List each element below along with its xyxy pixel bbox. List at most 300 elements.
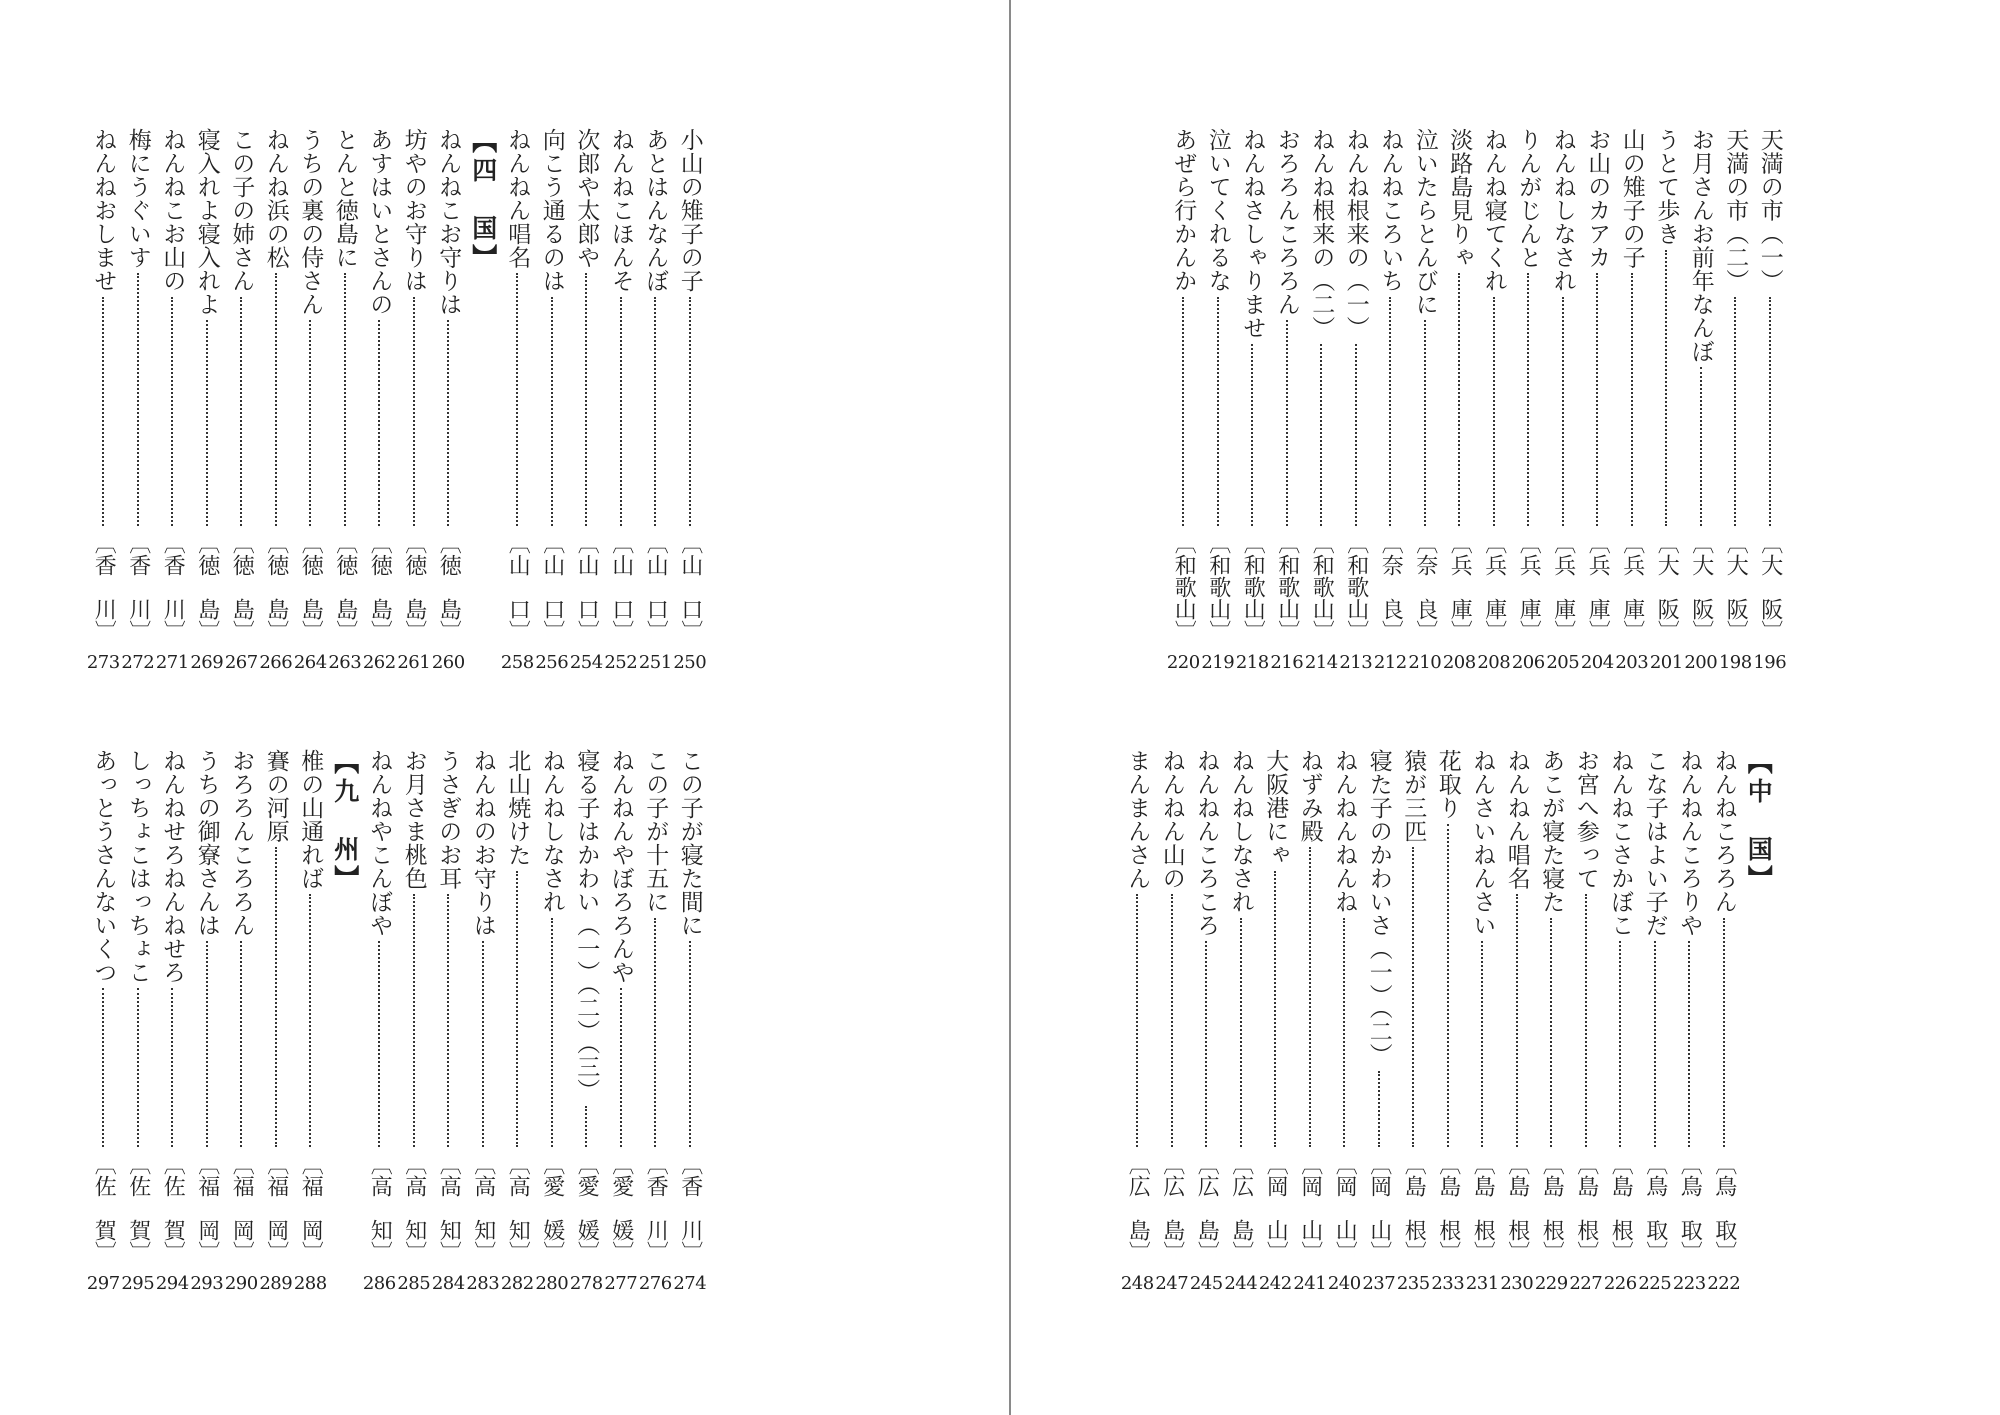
prefecture-label: 〔福 岡〕 <box>298 1153 324 1263</box>
prefecture-label: 〔兵 庫〕 <box>1550 532 1576 642</box>
region-heading: 【中 国】 <box>1744 749 1774 894</box>
toc-entry[interactable] <box>121 749 156 1309</box>
song-title: ねんねおしませ <box>90 128 117 293</box>
song-title: 泣いてくれるな <box>1204 128 1231 293</box>
toc-entry[interactable] <box>293 128 328 688</box>
dot-leader <box>102 297 104 527</box>
prefecture-label: 〔兵 庫〕 <box>1516 532 1542 642</box>
dot-leader <box>1631 273 1633 526</box>
toc-entry[interactable] <box>1155 749 1190 1309</box>
dot-leader <box>171 988 173 1147</box>
page-number: 233 <box>1431 1273 1465 1294</box>
prefecture-label: 〔大 阪〕 <box>1688 532 1714 642</box>
prefecture-label: 〔香 川〕 <box>160 532 186 642</box>
song-title: こな子はよい子だ <box>1641 749 1668 937</box>
song-title: とんと徳島に <box>331 128 358 269</box>
toc-entry[interactable] <box>1270 128 1305 688</box>
dot-leader <box>551 297 553 527</box>
dot-leader <box>1562 297 1564 527</box>
song-title: ねんねころいち <box>1377 128 1404 293</box>
song-title: 北山焼けた <box>504 749 531 867</box>
song-title: ねんさいねんさい <box>1469 749 1496 937</box>
dot-leader <box>171 297 173 527</box>
song-title: ねんねころろん <box>1710 749 1737 914</box>
prefecture-label: 〔和歌山〕 <box>1343 532 1369 642</box>
toc-entry-column <box>224 749 259 1263</box>
prefecture-label: 〔広 島〕 <box>1228 1153 1254 1263</box>
toc-entry-column <box>259 749 294 1263</box>
page-number: 214 <box>1304 652 1338 673</box>
toc-entry-column <box>1465 749 1500 1263</box>
song-title: ねんねしなされ <box>1227 749 1254 914</box>
toc-entry[interactable] <box>1684 128 1719 688</box>
toc-entry-column <box>1408 128 1443 642</box>
dot-leader <box>275 847 277 1147</box>
toc-entry[interactable] <box>1511 128 1546 688</box>
dot-leader <box>137 988 139 1147</box>
prefecture-label: 〔佐 賀〕 <box>91 1153 117 1263</box>
dot-leader <box>378 941 380 1147</box>
toc-entry[interactable] <box>569 749 604 1309</box>
dot-leader <box>1205 941 1207 1147</box>
toc-entry[interactable] <box>1235 128 1270 688</box>
dot-leader <box>516 273 518 526</box>
page-number: 251 <box>638 652 672 673</box>
toc-entry-column <box>1270 128 1305 642</box>
dot-leader <box>1458 273 1460 526</box>
song-title: りんがじんと <box>1515 128 1542 269</box>
page-number: 208 <box>1477 652 1511 673</box>
song-title: ねんねさしゃりませ <box>1239 128 1266 340</box>
song-title: ねんね根来の（一） <box>1342 128 1369 340</box>
toc-entry[interactable] <box>638 128 673 688</box>
prefecture-label: 〔山 口〕 <box>539 532 565 642</box>
toc-entry-column <box>1603 749 1638 1263</box>
dot-leader <box>654 918 656 1148</box>
page-number: 210 <box>1408 652 1442 673</box>
page-number: 245 <box>1189 1273 1223 1294</box>
dot-leader <box>1769 297 1771 527</box>
song-title: うちの御寮さんは <box>193 749 220 937</box>
toc-entry-column <box>293 749 328 1263</box>
toc-entry[interactable] <box>1718 128 1753 688</box>
page-number: 267 <box>224 652 258 673</box>
page-number: 223 <box>1672 1273 1706 1294</box>
dot-leader <box>447 894 449 1147</box>
toc-entry[interactable] <box>638 749 673 1309</box>
toc-entry[interactable] <box>1224 749 1259 1309</box>
toc-entry[interactable] <box>1431 749 1466 1309</box>
song-title: 梅にうぐいす <box>124 128 151 269</box>
page-number: 226 <box>1603 1273 1637 1294</box>
prefecture-label: 〔高 知〕 <box>367 1153 393 1263</box>
page-number: 222 <box>1707 1273 1741 1294</box>
prefecture-label: 〔和歌山〕 <box>1171 532 1197 642</box>
page-number: 218 <box>1235 652 1269 673</box>
page-number: 201 <box>1649 652 1683 673</box>
toc-entry-column <box>1304 128 1339 642</box>
song-title: ねずみ殿 <box>1296 749 1323 843</box>
song-title: まんまんさん <box>1124 749 1151 890</box>
prefecture-label: 〔徳 島〕 <box>332 532 358 642</box>
song-title: しっちょこはっちょこ <box>124 749 151 984</box>
toc-entry-column <box>1155 749 1190 1263</box>
song-title: ねんねんねんね <box>1331 749 1358 914</box>
toc-entry-column <box>1362 749 1397 1263</box>
prefecture-label: 〔広 島〕 <box>1125 1153 1151 1263</box>
page-number: 283 <box>466 1273 500 1294</box>
page-number: 277 <box>604 1273 638 1294</box>
toc-entry[interactable] <box>1753 128 1788 688</box>
dot-leader <box>1688 941 1690 1147</box>
page-number: 269 <box>190 652 224 673</box>
page-number: 271 <box>155 652 189 673</box>
prefecture-label: 〔高 知〕 <box>470 1153 496 1263</box>
prefecture-label: 〔奈 良〕 <box>1412 532 1438 642</box>
page-number: 273 <box>86 652 120 673</box>
toc-entry-column <box>121 749 156 1263</box>
dot-leader <box>344 273 346 526</box>
song-title: お月さんお前年なんぼ <box>1687 128 1714 363</box>
dot-leader <box>1286 320 1288 526</box>
toc-entry[interactable] <box>293 749 328 1309</box>
song-title: この子が十五に <box>642 749 669 914</box>
prefecture-label: 〔島 根〕 <box>1470 1153 1496 1263</box>
toc-entry-column <box>1546 128 1581 642</box>
toc-entry[interactable] <box>1166 128 1201 688</box>
toc-entry[interactable] <box>1615 128 1650 688</box>
page-number: 235 <box>1396 1273 1430 1294</box>
toc-entry[interactable] <box>604 749 639 1309</box>
toc-entry[interactable] <box>1327 749 1362 1309</box>
dot-leader <box>1447 824 1449 1148</box>
dot-leader <box>309 894 311 1147</box>
dot-leader <box>1723 918 1725 1148</box>
toc-entry-column <box>1339 128 1374 642</box>
dot-leader <box>585 273 587 526</box>
toc-entry[interactable] <box>500 749 535 1309</box>
song-title: お山のカアカ <box>1584 128 1611 269</box>
page-number: 282 <box>500 1273 534 1294</box>
toc-entry-column <box>1569 749 1604 1263</box>
toc-entry[interactable] <box>1442 128 1477 688</box>
dot-leader <box>1596 273 1598 526</box>
toc-entry[interactable] <box>224 128 259 688</box>
right-page-bottom-block <box>1120 749 1776 1309</box>
dot-leader <box>413 894 415 1147</box>
toc-entry[interactable] <box>1707 749 1742 1309</box>
toc-entry[interactable] <box>535 128 570 688</box>
song-title: ねんね根来の（二） <box>1308 128 1335 340</box>
toc-entry-column <box>1684 128 1719 642</box>
toc-entry[interactable] <box>1603 749 1638 1309</box>
toc-entry[interactable] <box>1465 749 1500 1309</box>
toc-entry[interactable] <box>673 128 708 688</box>
prefecture-label: 〔岡 山〕 <box>1366 1153 1392 1263</box>
song-title: うちの裏の侍さん <box>297 128 324 316</box>
page-number: 227 <box>1569 1273 1603 1294</box>
dot-leader <box>1251 344 1253 527</box>
toc-entry[interactable] <box>328 128 363 688</box>
dot-leader <box>1665 250 1667 527</box>
page-number: 225 <box>1638 1273 1672 1294</box>
song-title: 坊やのお守りは <box>400 128 427 293</box>
page-number: 208 <box>1442 652 1476 673</box>
toc-entry-column <box>1649 128 1684 642</box>
toc-entry[interactable] <box>1649 128 1684 688</box>
prefecture-label: 〔香 川〕 <box>91 532 117 642</box>
dot-leader <box>1240 918 1242 1148</box>
toc-entry-column <box>431 128 466 642</box>
toc-entry[interactable] <box>1201 128 1236 688</box>
dot-leader <box>1734 297 1736 527</box>
toc-entry-column <box>500 749 535 1263</box>
toc-entry-column <box>500 128 535 642</box>
prefecture-label: 〔香 川〕 <box>125 532 151 642</box>
toc-entry[interactable] <box>121 128 156 688</box>
prefecture-label: 〔徳 島〕 <box>229 532 255 642</box>
prefecture-label: 〔高 知〕 <box>505 1153 531 1263</box>
region-section-header <box>328 749 363 1309</box>
toc-entry[interactable] <box>535 749 570 1309</box>
toc-entry[interactable] <box>155 128 190 688</box>
song-title: 猿が三匹 <box>1400 749 1427 843</box>
prefecture-label: 〔兵 庫〕 <box>1619 532 1645 642</box>
toc-entry[interactable] <box>1672 749 1707 1309</box>
toc-entry[interactable] <box>1189 749 1224 1309</box>
page-number: 220 <box>1166 652 1200 673</box>
toc-entry[interactable] <box>673 749 708 1309</box>
page-number: 196 <box>1753 652 1787 673</box>
prefecture-label: 〔広 島〕 <box>1159 1153 1185 1263</box>
toc-entry-column <box>1293 749 1328 1263</box>
dot-leader <box>1550 918 1552 1148</box>
region-heading: 【四 国】 <box>468 128 498 273</box>
toc-entry[interactable] <box>155 749 190 1309</box>
region-heading: 【九 州】 <box>330 749 360 894</box>
page-number: 254 <box>569 652 603 673</box>
toc-entry[interactable] <box>466 749 501 1309</box>
toc-entry[interactable] <box>1339 128 1374 688</box>
prefecture-label: 〔山 口〕 <box>574 532 600 642</box>
toc-entry[interactable] <box>397 749 432 1309</box>
page-number: 293 <box>190 1273 224 1294</box>
dot-leader <box>1309 847 1311 1147</box>
prefecture-label: 〔兵 庫〕 <box>1481 532 1507 642</box>
dot-leader <box>102 988 104 1147</box>
toc-entry-column <box>362 749 397 1263</box>
toc-entry-column <box>1511 128 1546 642</box>
page-number: 280 <box>535 1273 569 1294</box>
song-title: この子の姉さん <box>228 128 255 293</box>
toc-entry-column <box>1707 749 1742 1263</box>
toc-entry[interactable] <box>431 749 466 1309</box>
toc-entry-column <box>1396 749 1431 1263</box>
song-title: 泣いたらとんびに <box>1411 128 1438 316</box>
toc-entry[interactable] <box>1362 749 1397 1309</box>
dot-leader <box>1654 941 1656 1147</box>
song-title: ねんねん唱名 <box>504 128 531 269</box>
toc-entry[interactable] <box>1500 749 1535 1309</box>
toc-entry-column <box>397 128 432 642</box>
song-title: 賽の河原 <box>262 749 289 843</box>
page-number: 266 <box>259 652 293 673</box>
toc-entry[interactable] <box>1258 749 1293 1309</box>
toc-entry[interactable] <box>1408 128 1443 688</box>
toc-entry-column <box>1638 749 1673 1263</box>
song-title: 椎の山通れば <box>297 749 324 890</box>
prefecture-label: 〔鳥 取〕 <box>1677 1153 1703 1263</box>
song-title: 次郎や太郎や <box>573 128 600 269</box>
page-number: 206 <box>1511 652 1545 673</box>
toc-entry[interactable] <box>190 128 225 688</box>
page-number: 244 <box>1224 1273 1258 1294</box>
toc-entry[interactable] <box>1293 749 1328 1309</box>
song-title: あぜら行かんか <box>1170 128 1197 293</box>
toc-entry[interactable] <box>1580 128 1615 688</box>
toc-entry[interactable] <box>1638 749 1673 1309</box>
toc-entry[interactable] <box>224 749 259 1309</box>
song-title: ねんねやこんぼや <box>366 749 393 937</box>
song-title: 寝た子のかわいさ（一）（二） <box>1365 749 1392 1067</box>
toc-entry[interactable] <box>1546 128 1581 688</box>
song-title: あとはんなんぼ <box>642 128 669 293</box>
prefecture-label: 〔鳥 取〕 <box>1711 1153 1737 1263</box>
toc-entry-column <box>259 128 294 642</box>
prefecture-label: 〔岡 山〕 <box>1297 1153 1323 1263</box>
dot-leader <box>1412 847 1414 1147</box>
toc-entry[interactable] <box>259 749 294 1309</box>
page-number: 252 <box>604 652 638 673</box>
toc-entry[interactable] <box>397 128 432 688</box>
prefecture-label: 〔鳥 取〕 <box>1642 1153 1668 1263</box>
prefecture-label: 〔兵 庫〕 <box>1585 532 1611 642</box>
toc-entry[interactable] <box>1373 128 1408 688</box>
toc-entry[interactable] <box>362 749 397 1309</box>
dot-leader <box>1424 320 1426 526</box>
prefecture-label: 〔福 岡〕 <box>263 1153 289 1263</box>
prefecture-label: 〔島 根〕 <box>1504 1153 1530 1263</box>
prefecture-label: 〔島 根〕 <box>1435 1153 1461 1263</box>
prefecture-label: 〔愛 媛〕 <box>608 1153 634 1263</box>
toc-entry-column <box>604 128 639 642</box>
prefecture-label: 〔愛 媛〕 <box>539 1153 565 1263</box>
song-title: ねんねこお山の <box>159 128 186 293</box>
toc-entry-column <box>1166 128 1201 642</box>
dot-leader <box>137 273 139 526</box>
dot-leader <box>689 297 691 527</box>
song-title: お月さま桃色 <box>400 749 427 890</box>
toc-entry[interactable] <box>190 749 225 1309</box>
dot-leader <box>1389 297 1391 527</box>
toc-entry-column <box>1120 749 1155 1263</box>
toc-entry-column <box>362 128 397 642</box>
page-number: 278 <box>569 1273 603 1294</box>
toc-entry-column <box>466 749 501 1263</box>
song-title: 寝る子はかわい（一）（二）（三） <box>573 749 600 1102</box>
toc-entry-column <box>1500 749 1535 1263</box>
prefecture-label: 〔山 口〕 <box>608 532 634 642</box>
toc-entry[interactable] <box>1534 749 1569 1309</box>
page-number: 240 <box>1327 1273 1361 1294</box>
toc-entry-column <box>86 749 121 1263</box>
page-number: 286 <box>362 1273 396 1294</box>
toc-entry-column <box>1534 749 1569 1263</box>
toc-entry-column <box>1258 749 1293 1263</box>
dot-leader <box>447 320 449 526</box>
toc-entry[interactable] <box>431 128 466 688</box>
dot-leader <box>413 297 415 527</box>
page-number: 216 <box>1270 652 1304 673</box>
page-number: 231 <box>1465 1273 1499 1294</box>
prefecture-label: 〔大 阪〕 <box>1723 532 1749 642</box>
toc-entry[interactable] <box>1477 128 1512 688</box>
song-title: 天満の市（一） <box>1756 128 1783 293</box>
song-title: うとて歩き <box>1653 128 1680 246</box>
page-number: 212 <box>1373 652 1407 673</box>
song-title: あっとうさんないくつ <box>90 749 117 984</box>
page-number: 264 <box>293 652 327 673</box>
toc-entry[interactable] <box>259 128 294 688</box>
dot-leader <box>1700 367 1702 526</box>
song-title: 淡路島見りゃ <box>1446 128 1473 269</box>
dot-leader <box>482 941 484 1147</box>
prefecture-label: 〔大 阪〕 <box>1757 532 1783 642</box>
toc-entry[interactable] <box>604 128 639 688</box>
toc-entry[interactable] <box>1396 749 1431 1309</box>
prefecture-label: 〔佐 賀〕 <box>160 1153 186 1263</box>
song-title: 花取り <box>1434 749 1461 820</box>
prefecture-label: 〔岡 山〕 <box>1263 1153 1289 1263</box>
toc-entry-column <box>155 128 190 642</box>
toc-entry[interactable] <box>86 128 121 688</box>
toc-entry-column <box>1235 128 1270 642</box>
dot-leader <box>1516 894 1518 1147</box>
dot-leader <box>206 320 208 526</box>
toc-entry-column <box>1580 128 1615 642</box>
prefecture-label: 〔広 島〕 <box>1194 1153 1220 1263</box>
dot-leader <box>1182 297 1184 527</box>
toc-entry[interactable] <box>1569 749 1604 1309</box>
song-title: 天満の市（二） <box>1722 128 1749 293</box>
prefecture-label: 〔山 口〕 <box>643 532 669 642</box>
prefecture-label: 〔徳 島〕 <box>401 532 427 642</box>
song-title: ねんねんころりや <box>1676 749 1703 937</box>
page-number: 294 <box>155 1273 189 1294</box>
toc-entry[interactable] <box>86 749 121 1309</box>
song-title: 小山の雉子の子 <box>676 128 703 293</box>
toc-entry-column <box>673 128 708 642</box>
toc-entry[interactable] <box>569 128 604 688</box>
toc-entry[interactable] <box>1120 749 1155 1309</box>
prefecture-label: 〔香 川〕 <box>643 1153 669 1263</box>
dot-leader <box>1619 941 1621 1147</box>
page-number: 241 <box>1293 1273 1327 1294</box>
toc-entry-column <box>673 749 708 1263</box>
page-number: 297 <box>86 1273 120 1294</box>
song-title: おろろんころろん <box>1273 128 1300 316</box>
song-title: あこが寝た寝た <box>1538 749 1565 914</box>
song-title: おろろんころろん <box>228 749 255 937</box>
toc-entry[interactable] <box>500 128 535 688</box>
song-title: あすはいとさんの <box>366 128 393 316</box>
dot-leader <box>1493 297 1495 527</box>
dot-leader <box>1585 894 1587 1147</box>
toc-entry[interactable] <box>362 128 397 688</box>
song-title: ねんねん山の <box>1158 749 1185 890</box>
toc-entry-column <box>1615 128 1650 642</box>
toc-entry[interactable] <box>1304 128 1339 688</box>
